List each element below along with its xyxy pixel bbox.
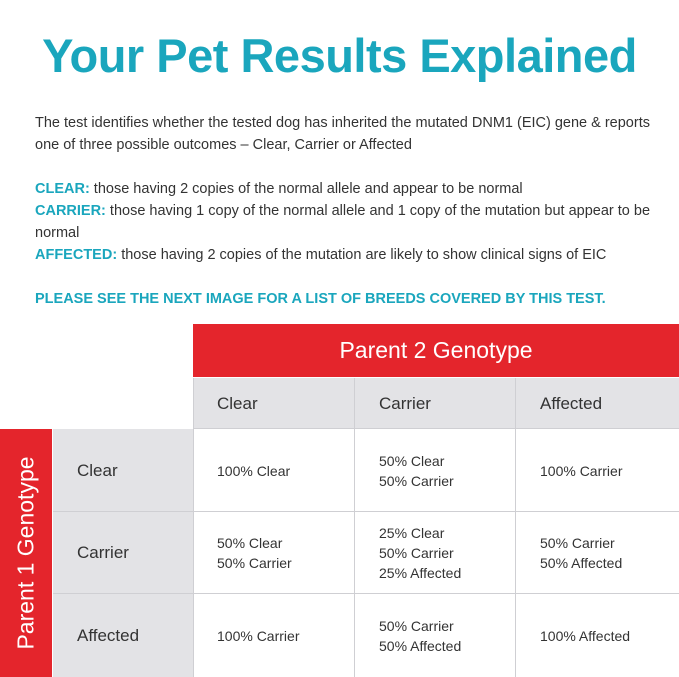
column-header-affected: Affected (516, 378, 679, 429)
table-cell (193, 512, 355, 594)
definitions (35, 178, 655, 266)
definition-carrier (35, 200, 655, 244)
page-title: Your Pet Results Explained (42, 29, 637, 82)
grid-divider (53, 511, 679, 512)
parent1-genotype-label: Parent 1 Genotype (12, 456, 39, 650)
breeds-notice: PLEASE SEE THE NEXT IMAGE FOR A LIST OF BREEDS COVERED BY THIS TEST. (35, 291, 606, 307)
definition-term: AFFECTED: (35, 247, 118, 263)
grid-divider (193, 378, 194, 677)
definition-term: CARRIER: (35, 203, 106, 219)
table-cell (193, 429, 355, 512)
cell-line: 25% Clear (379, 525, 445, 541)
cell-line: 50% Carrier (379, 617, 454, 634)
cell-line: 100% Carrier (540, 462, 623, 479)
definition-text: those having 1 copy of the normal allele and 1 copy of the mutation but appear to be normal (35, 203, 651, 241)
table-cell (516, 512, 679, 594)
definition-clear (35, 178, 655, 200)
table-cell (516, 594, 679, 677)
grid-divider (515, 378, 516, 677)
table-cell (516, 429, 679, 512)
cell-line: 50% Carrier (540, 535, 615, 551)
cell-line: 50% Affected (540, 555, 623, 571)
cell-line: 50% Carrier (217, 555, 292, 571)
cell-line: 100% Carrier (217, 627, 300, 644)
column-header-carrier: Carrier (355, 378, 516, 429)
table-cell (355, 512, 516, 594)
cell-line: 50% Carrier (379, 545, 454, 561)
row-header-affected: Affected (53, 594, 193, 677)
cell-line: 25% Affected (379, 565, 462, 581)
table-cell (355, 429, 516, 512)
grid-divider (53, 593, 679, 594)
definition-text: those having 2 copies of the mutation are likely to show clinical signs of EIC (117, 247, 607, 263)
cell-line: 100% Clear (217, 462, 291, 479)
parent2-genotype-header (193, 324, 679, 377)
cell-line: 50% Clear (217, 535, 283, 551)
definition-term: CLEAR: (35, 181, 90, 197)
row-header-clear: Clear (53, 429, 193, 512)
parent2-genotype-label: Parent 2 Genotype (339, 337, 533, 363)
table-cell (355, 594, 516, 677)
intro-text: The test identifies whether the tested dog has inherited the mutated DNM1 (EIC) gene & reports one of three possible outcomes – Clear, Carrier or Affected (35, 115, 650, 153)
definition-text: those having 2 copies of the normal allele and appear to be normal (89, 181, 523, 197)
column-header-clear: Clear (193, 378, 355, 429)
cell-line: 50% Carrier (379, 472, 454, 489)
cell-line: 100% Affected (540, 627, 631, 644)
table-cell (193, 594, 355, 677)
definition-affected (35, 244, 655, 266)
cell-line: 50% Affected (379, 637, 462, 654)
cell-line: 50% Clear (379, 452, 445, 469)
grid-divider (354, 378, 355, 677)
grid-divider (193, 428, 679, 429)
parent1-genotype-header (0, 429, 52, 677)
row-header-carrier: Carrier (53, 512, 193, 594)
